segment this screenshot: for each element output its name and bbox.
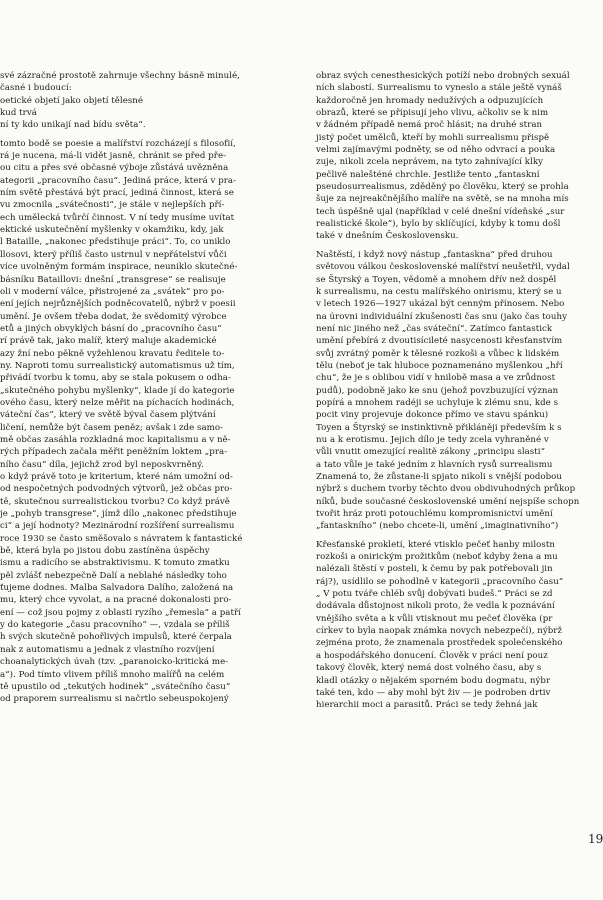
text-line: y do kategorie „času pracovního“ —, vzdala se příliš: [0, 620, 230, 631]
text-line: tělu (neboť je tak hluboce poznamenáno myšlenkou „hří: [316, 360, 563, 371]
text-line: přivádí tvorbu k tomu, aby se stala pokusem o odha-: [0, 373, 231, 384]
text-line: nalézali štěstí v posteli, k čemu by pak potřebovali jin: [316, 564, 553, 575]
text-line: o když právě toto je kriterium, které nám umožní od-: [0, 472, 233, 482]
text-line: ektické uskutečnění myšlenky v okamžiku, kdy, jak: [0, 225, 224, 236]
text-line: jistý počet umělců, kteří by mohli surrealismu přispě: [316, 132, 550, 143]
text-line: pečlivě nalešténé chrchle. Jestliže tento „fantaskní: [316, 169, 540, 180]
text-line: ním světě přestává být prací, jediná činnost, která se: [0, 188, 234, 199]
text-line: se Štyrský a Toyen, vědomě a mnohem dřív než dospěl: [316, 274, 557, 285]
text-line: je „pohyb transgrese“, jímž dílo „nakonec předstihuje: [0, 509, 237, 520]
text-line: ech umělecká tvůrčí činnost. V ní tedy musíme uvítat: [0, 212, 235, 223]
text-line: a tato vůle je také jedním z hlavních rysů surrealismu: [316, 459, 553, 470]
text-line: zuje, nikoli zcela neprávem, na tyto zahnívající klky: [316, 157, 543, 168]
text-line: ategorii „pracovního času“. Jediná práce, která v pra-: [0, 175, 237, 186]
page-number: 19: [588, 832, 603, 846]
text-line: níků, bude současné československé umění nejspíše schopn: [316, 496, 580, 507]
text-line: nýbrž s duchem tvorby těchto dvou obdivuhodných průkop: [316, 484, 576, 495]
text-line: a hospodářského donucení. Člověk v práci není pouz: [316, 650, 548, 661]
text-line: llosovi, který příliš často ustrnul v nepřátelství vůči: [0, 249, 227, 260]
text-line: l Bataille, „nakonec předstihuje práci“. To, co uniklo: [0, 237, 231, 248]
text-line: pěl zvlášť nebezpečně Dalí a neblahé následky toho: [0, 570, 227, 581]
text-line: časné i budoucí:: [0, 83, 72, 94]
text-line: ráj?), usídlilo se pohodlně v kategorii „pracovního času“: [316, 576, 564, 587]
text-line: nak z automatismu a jednak z vlastního rozvíjení: [0, 644, 215, 655]
text-line: mu, který chce vyvolat, a na pracné dokonalosti pro-: [0, 595, 232, 606]
text-line: od praporem surrealismu si načrtlo sebeuspokojený: [0, 694, 229, 705]
text-line: h svých skutečně pohořlivých impulsů, které čerpala: [0, 632, 232, 643]
text-line: umění přebírá z dvoutisícileté nasycenosti křesťanstvím: [316, 336, 563, 347]
text-line: není nic jiného než „čas sváteční“. Zatímco fantastick: [316, 323, 553, 334]
text-line: obrazů, které se připisují jeho vlivu, ačkoliv se k nim: [316, 108, 549, 119]
text-line: „skutečného pohybu myšlenky“, klade jí do kategorie: [0, 385, 235, 396]
text-line: váteční čas“, který ve světě býval časem plýtvání: [0, 410, 216, 421]
text-line: ní ty kdo unikají nad bídu světa“.: [0, 120, 146, 131]
text-line: oli v moderní válce, přistrojené za „svátek“ pro po-: [0, 286, 225, 297]
text-line: každoročně jen hromady nedužívých a odpuzujících: [316, 95, 544, 106]
text-line: Křesťanské prokletí, které vtisklo pečeť hanby milostn: [316, 539, 555, 550]
text-line: ismu a radicího se abstraktivismu. K tomuto zmatku: [0, 558, 230, 569]
text-line: dodávala důstojnost nikoli proto, že vedla k poznávání: [316, 601, 555, 612]
text-line: „ V potu tváře chléb svůj dobývati budeš.“ Práci se zd: [316, 589, 553, 600]
text-line: ení — což jsou pojmy z oblasti ryzího „řemesla“ a patří: [0, 607, 241, 618]
text-line: vnějšího světa a k vůli vtisknout mu pečeť člověka (pr: [316, 613, 553, 624]
text-line: kud trvá: [0, 108, 37, 119]
text-line: takový člověk, který nemá dost volného času, aby s: [316, 663, 542, 674]
text-line: také ten, kdo — aby mohl být živ — je podroben drtiv: [316, 687, 551, 698]
text-line: na úrovni individuální zkušenosti čas snu (jako čas touhy: [316, 311, 567, 322]
text-line: ení jejích nejrůznějších podněcovatelů, nýbrž v poesii: [0, 299, 236, 310]
text-line: tomto bodě se poesie a malířství rozcházejí s filosofií,: [0, 138, 236, 149]
left-text-column: [0, 70, 287, 706]
text-line: ního času“ díla, jejichž zrod byl neposkvrněný.: [0, 459, 204, 470]
text-line: kladl otázky o nějakém sporném bodu dogmatu, nýbr: [316, 675, 551, 686]
text-line: obraz svých cenesthesických potíží nebo drobných sexuál: [316, 71, 570, 81]
text-line: v žádném případě nemá proč hlásit; na druhé stran: [316, 120, 543, 131]
text-line: „fantaskního“ (nebo chcete-li, umění „imaginativního“): [316, 521, 559, 532]
text-line: Toyen a Štyrský se instinktivně přikláněji především k s: [316, 422, 562, 433]
text-line: své zázračné prostotě zahrnuje všechny básně minulé,: [0, 71, 240, 81]
text-line: tě upustilo od „tekutých hodinek“ „svátečního času“: [0, 681, 231, 692]
text-line: Naštěstí, i když nový nástup „fantaskna“ před druhou: [316, 249, 553, 260]
text-line: vůli vnutit omezující realitě zákony „principu slasti“: [316, 447, 546, 458]
text-line: pocit viny projevuje dokonce přímo ve stavu spánku): [316, 410, 549, 421]
text-line: ou citu a přes své občasné výboje zůstává uvězněna: [0, 163, 229, 174]
text-line: mě občas zasáhla rozkladná moc kapitalismu a v ně-: [0, 434, 231, 445]
text-line: rá je nucena, má-li vidět jasně, chránit se před pře-: [0, 151, 227, 162]
text-line: etů a jiných obvyklých básní do „pracovního času“: [0, 323, 222, 334]
text-line: od nespočetných podvodných výtvorů, jež občas pro-: [0, 484, 233, 495]
text-line: ového času, který nelze měřit na píchacích hodinách,: [0, 397, 235, 408]
text-line: šuje za nejreakčnějšího malíře na světě, se na mnoha mís: [316, 194, 569, 205]
text-line: ťujeme dodnes. Malba Salvadora Dalího, založená na: [0, 583, 234, 594]
text-line: rozkoši a onirickým prožitkům (neboť kdyby žena a mu: [316, 552, 558, 563]
text-line: rí právě tak, jako malíř, který maluje akademické: [0, 336, 217, 347]
text-line: oetické objetí jako objetí tělesné: [0, 95, 144, 106]
text-line: umění. Je ovšem třeba dodat, že svědomitý výrobce: [0, 311, 227, 322]
text-line: ličení, nemůže být časem peněz; avšak i zde samo-: [0, 422, 223, 433]
text-line: rých případech začala měřit peněžním loktem „pra-: [0, 447, 228, 458]
text-line: vu zmocnila „svátečnosti“, je stále v nejlepších pří-: [0, 200, 225, 211]
text-line: více uvolněným formám inspirace, neuniklo skutečné-: [0, 262, 238, 273]
text-line: choanalytických úvah (tzv. „paranoicko-kritická me-: [0, 657, 229, 668]
text-line: ny. Naproti tomu surrealistický automatismus už tím,: [0, 360, 235, 371]
text-line: k surrealismu, na cestu malířského onirismu, který se u: [316, 286, 562, 297]
text-line: realistické škole“), bylo by sklíčující, kdyby k tomu došl: [316, 219, 561, 230]
text-line: pudů), podobně jako ke snu (jehož povzbuzující význan: [316, 385, 559, 396]
text-line: hierarchii moci a parasitů. Práci se tedy žehná jak: [316, 700, 538, 711]
text-line: Znamená to, že zůstane-li spjato nikoli s vnější podobou: [316, 472, 562, 482]
text-line: svůj zvrátný poměr k tělesné rozkoši a vůbec k lidském: [316, 348, 560, 359]
text-line: a“). Pod tímto vlivem příliš mnoho malířů na celém: [0, 669, 225, 680]
text-line: zejména proto, že znamenala prostředek společenského: [316, 638, 563, 649]
text-line: církev to byla naopak známka novych nebezpečí), nýbrž: [316, 626, 563, 637]
text-line: nu a k erotismu. Jejich dílo je tedy zcela vyhraněné v: [316, 434, 549, 445]
text-line: v letech 1926—1927 ukázal být cenným přínosem. Nebo: [316, 299, 565, 310]
text-line: popírá a mnohem radéji se uchyluje k zlému snu, kde s: [316, 397, 559, 408]
right-text-column: [316, 70, 600, 712]
text-line: ních slabostí. Surrealismu to vyneslo a stále ještě vynáš: [316, 83, 562, 94]
text-line: básníku Bataillovi: dnešní „transgrese“ se realisuje: [0, 274, 226, 285]
text-line: ci“ a její hodnoty? Mezinárodní rozšíření surrealismu: [0, 521, 235, 532]
text-line: také v dnešním Československu.: [316, 231, 459, 242]
text-line: světovou válkou československé malířství neušetřil, vydal: [316, 262, 570, 273]
text-line: pseudosurrealismus, zděděný po člověku, který se prohla: [316, 182, 569, 193]
text-line: roce 1930 se často směšovalo s návratem k fantastické: [0, 533, 243, 544]
text-line: tvořit hráz proti potouchlému kompromisnictví umění: [316, 509, 553, 520]
text-line: bě, která byla po jistou dobu zastíněna úspěchy: [0, 546, 210, 557]
text-line: tech úspěšně ujal (například v celé dnešní vídeňské „sur: [316, 206, 565, 217]
text-line: tě, skutečnou surrealistickou tvorbu? Co když právě: [0, 496, 230, 507]
text-line: velmi zajímavými podněty, se od něho odvrací a pouka: [316, 145, 556, 156]
text-line: azy žní nebo pěkně vyžehlenou kravatu ředitele to-: [0, 348, 225, 359]
text-line: chu“, že je s oblibou vidí v hnilobě masa a ve zrůdnost: [316, 373, 556, 384]
